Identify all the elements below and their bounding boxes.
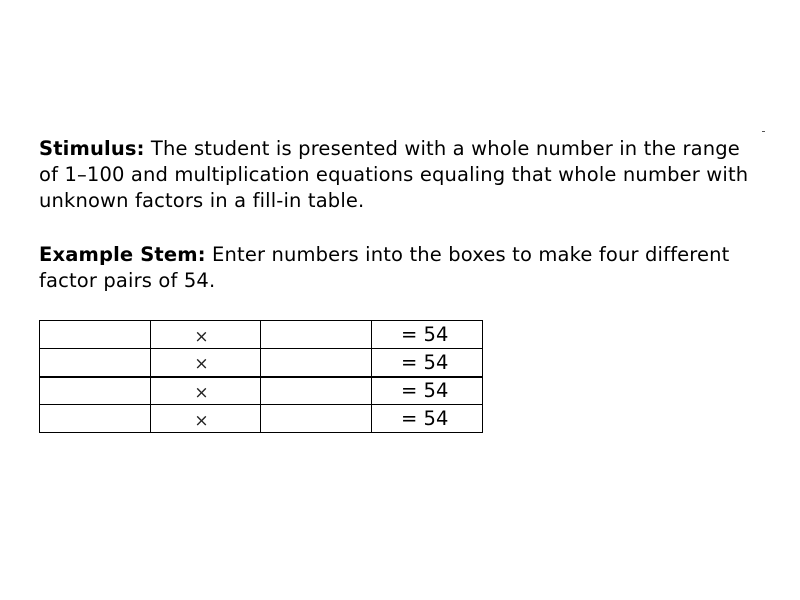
factor-pair-row-1 [40, 321, 483, 349]
product-cell: = 54 [372, 405, 483, 433]
factor-input-4b[interactable] [261, 405, 372, 433]
factor-pairs-table [39, 320, 483, 433]
times-sign: × [151, 321, 261, 349]
factor-input-2b[interactable] [261, 349, 372, 377]
example-stem-label: Example Stem: [39, 243, 206, 266]
product-cell: = 54 [372, 377, 483, 405]
factor-input-3a[interactable] [40, 377, 151, 405]
stray-mark [762, 131, 765, 132]
stimulus-label: Stimulus: [39, 137, 145, 160]
factor-input-2a[interactable] [40, 349, 151, 377]
example-stem-paragraph [39, 242, 759, 294]
factor-input-3b[interactable] [261, 377, 372, 405]
factor-input-1b[interactable] [261, 321, 372, 349]
stimulus-text: The student is presented with a whole number in the range of 1–100 and multiplication equations equaling that whole number with unknown factors in a fill-in table. [39, 137, 749, 212]
times-sign: × [151, 377, 261, 405]
factor-pair-row-4 [40, 405, 483, 433]
stimulus-paragraph [39, 136, 759, 214]
product-cell: = 54 [372, 321, 483, 349]
factor-pair-row-3 [40, 377, 483, 405]
factor-input-1a[interactable] [40, 321, 151, 349]
factor-pair-row-2 [40, 349, 483, 377]
times-sign: × [151, 405, 261, 433]
product-cell: = 54 [372, 349, 483, 377]
factor-input-4a[interactable] [40, 405, 151, 433]
times-sign: × [151, 349, 261, 377]
example-stem-text: Enter numbers into the boxes to make four different factor pairs of 54. [39, 243, 730, 292]
